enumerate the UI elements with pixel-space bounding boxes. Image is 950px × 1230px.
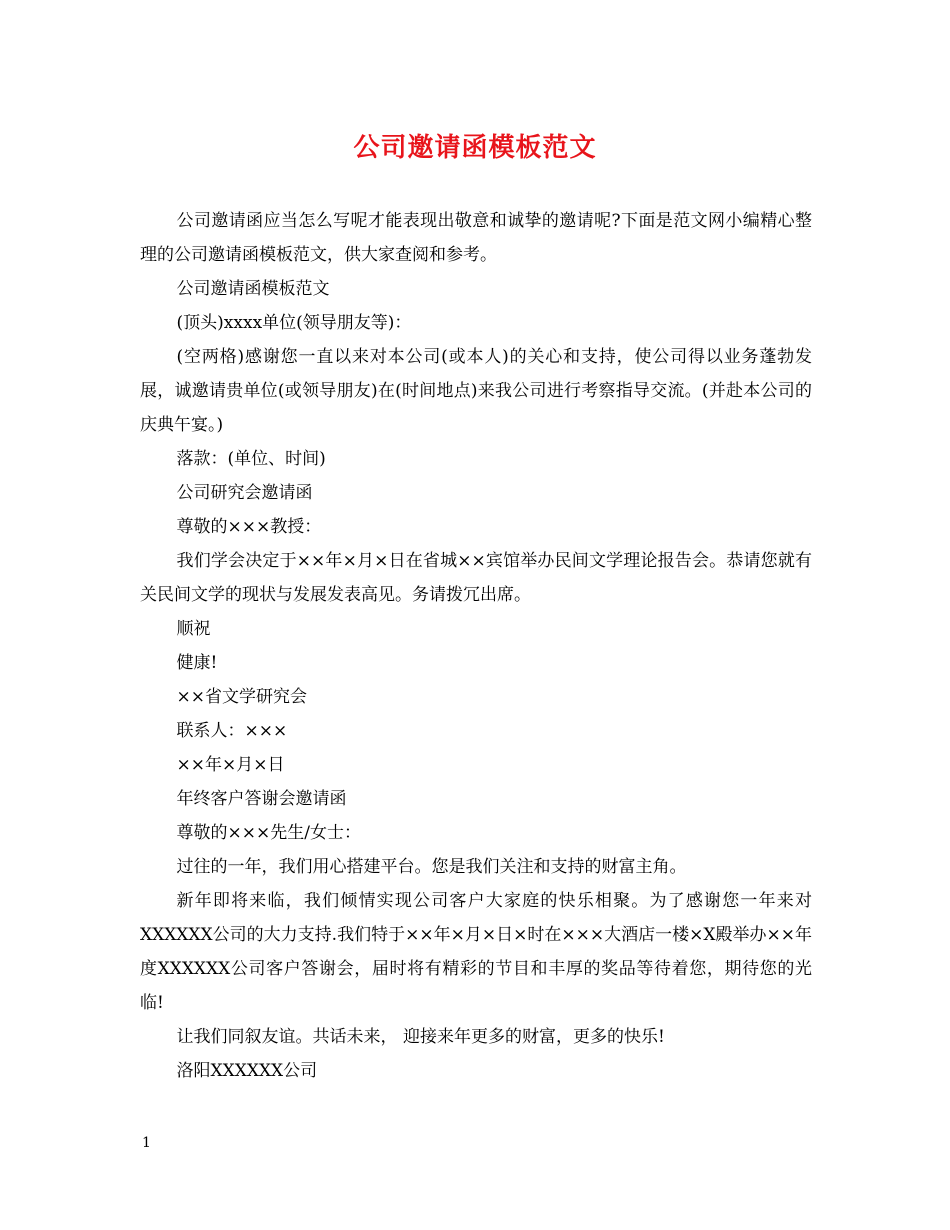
body-paragraph: 新年即将来临，我们倾情实现公司客户大家庭的快乐相聚。为了感谢您一年来对XXXXXX公司的大力支持.我们特于××年×月×日×时在×××大酒店一楼×X殿举办××年度XXXXXX公司客户答谢会，届时将有精彩的节目和丰厚的奖品等待着您，期待您的光临! (140, 891, 812, 1013)
closing-line: 健康! (176, 653, 218, 673)
salutation-line: (顶头)xxxx单位(领导朋友等)： (176, 313, 412, 333)
document-title: 公司邀请函模板范文 (353, 133, 597, 163)
signature-line: 落款：(单位、时间) (176, 449, 326, 469)
date-line: ××年×月×日 (176, 755, 285, 775)
intro-paragraph: 公司邀请函应当怎么写呢才能表现出敬意和诚挚的邀请呢?下面是范文网小编精心整理的公司邀请函模板范文，供大家查阅和参考。 (140, 211, 812, 265)
document-body (140, 204, 812, 1088)
signature-line: ××省文学研究会 (176, 687, 308, 707)
body-paragraph: 让我们同叙友谊。共话未来， 迎接来年更多的财富，更多的快乐! (176, 1027, 665, 1047)
page-number: 1 (142, 1135, 151, 1151)
section-heading: 公司邀请函模板范文 (176, 279, 330, 299)
salutation-line: 尊敬的×××教授： (176, 517, 322, 537)
body-paragraph: (空两格)感谢您一直以来对本公司(或本人)的关心和支持，使公司得以业务蓬勃发展，诚邀请贵单位(或领导朋友)在(时间地点)来我公司进行考察指导交流。(并赴本公司的庆典午宴。) (140, 347, 812, 435)
signature-line: 洛阳XXXXXX公司 (176, 1061, 318, 1081)
section-heading: 年终客户答谢会邀请函 (176, 789, 347, 809)
closing-line: 顺祝 (176, 619, 211, 639)
body-paragraph: 过往的一年，我们用心搭建平台。您是我们关注和支持的财富主角。 (176, 857, 687, 877)
section-heading: 公司研究会邀请函 (176, 483, 313, 503)
contact-line: 联系人：××× (176, 721, 288, 741)
body-paragraph: 我们学会决定于××年×月×日在省城××宾馆举办民间文学理论报告会。恭请您就有关民间文学的现状与发展发表高见。务请拨冗出席。 (140, 551, 812, 605)
salutation-line: 尊敬的×××先生/女士： (176, 823, 362, 843)
